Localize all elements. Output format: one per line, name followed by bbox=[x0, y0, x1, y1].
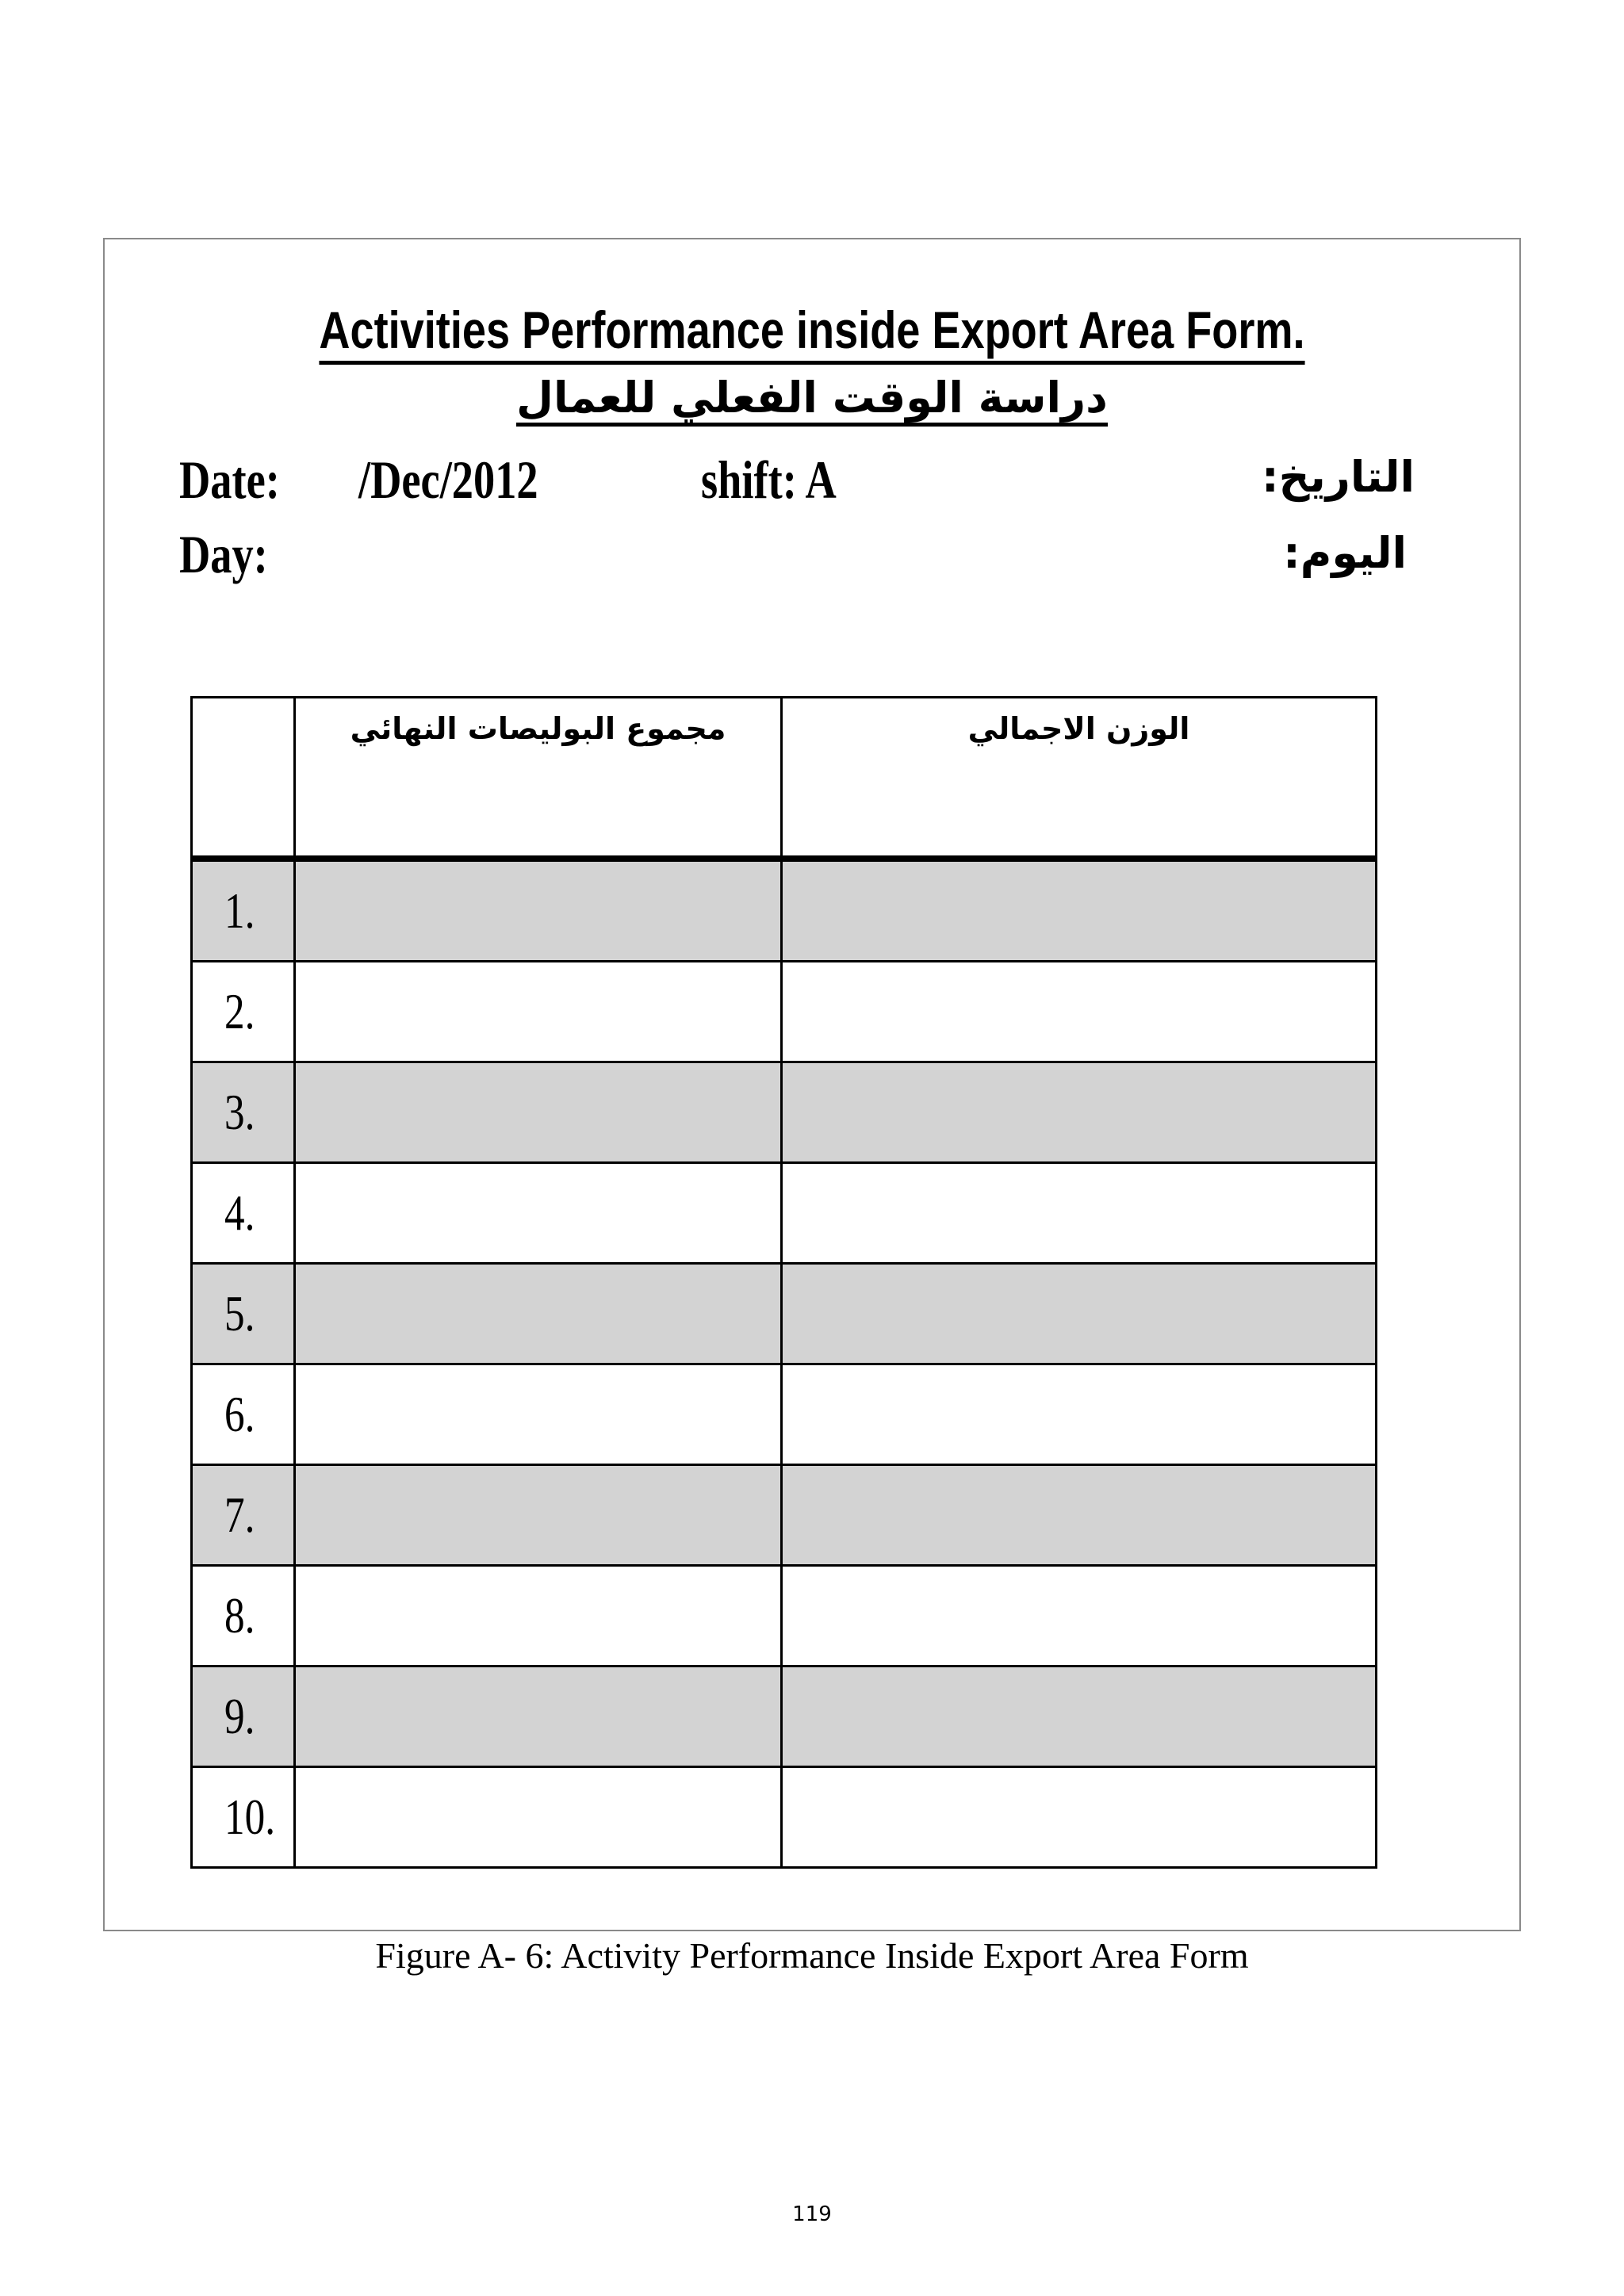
total-bills-cell[interactable] bbox=[295, 1364, 782, 1465]
total-weight-cell[interactable] bbox=[782, 1062, 1377, 1163]
page-number: 119 bbox=[792, 2202, 832, 2226]
table-row bbox=[192, 1465, 1377, 1566]
row-number: 6. bbox=[192, 1364, 295, 1465]
total-weight-cell[interactable] bbox=[782, 1264, 1377, 1364]
table-row bbox=[192, 1767, 1377, 1868]
total-bills-cell[interactable] bbox=[295, 1566, 782, 1667]
day-label-arabic: اليوم: bbox=[1283, 528, 1407, 578]
form-title bbox=[146, 300, 1477, 360]
table-row bbox=[192, 1062, 1377, 1163]
row-number: 7. bbox=[192, 1465, 295, 1566]
header-total-weight: الوزن الاجمالي bbox=[782, 698, 1377, 859]
total-weight-cell[interactable] bbox=[782, 1566, 1377, 1667]
table-row bbox=[192, 1566, 1377, 1667]
table-row bbox=[192, 1163, 1377, 1264]
table-row bbox=[192, 1264, 1377, 1364]
header-total-bills: مجموع البوليصات النهائي bbox=[295, 698, 782, 859]
total-bills-cell[interactable] bbox=[295, 1163, 782, 1264]
table-row bbox=[192, 962, 1377, 1062]
form-title-text: Activities Performance inside Export Area Form. bbox=[319, 300, 1304, 365]
total-weight-cell[interactable] bbox=[782, 1465, 1377, 1566]
total-bills-cell[interactable] bbox=[295, 859, 782, 962]
figure-caption: Figure A- 6: Activity Performance Inside Export Area Form bbox=[375, 1935, 1249, 1976]
total-weight-cell[interactable] bbox=[782, 1767, 1377, 1868]
total-weight-cell[interactable] bbox=[782, 962, 1377, 1062]
total-weight-cell[interactable] bbox=[782, 859, 1377, 962]
table-row bbox=[192, 859, 1377, 962]
total-bills-cell[interactable] bbox=[295, 962, 782, 1062]
total-bills-cell[interactable] bbox=[295, 1062, 782, 1163]
header-number-column bbox=[192, 698, 295, 859]
shift-label: shift: A bbox=[701, 450, 837, 510]
row-number: 3. bbox=[192, 1062, 295, 1163]
total-bills-cell[interactable] bbox=[295, 1465, 782, 1566]
date-value: /Dec/2012 bbox=[358, 450, 538, 510]
date-label: Date: bbox=[179, 450, 280, 510]
table-header-row bbox=[192, 698, 1377, 859]
row-number: 4. bbox=[192, 1163, 295, 1264]
total-weight-cell[interactable] bbox=[782, 1667, 1377, 1767]
row-number: 9. bbox=[192, 1667, 295, 1767]
day-label: Day: bbox=[179, 524, 268, 584]
total-bills-cell[interactable] bbox=[295, 1767, 782, 1868]
row-number: 10. bbox=[192, 1767, 295, 1868]
date-label-arabic: التاريخ: bbox=[1262, 452, 1415, 502]
row-number: 8. bbox=[192, 1566, 295, 1667]
total-bills-cell[interactable] bbox=[295, 1264, 782, 1364]
table-row bbox=[192, 1364, 1377, 1465]
form-subtitle-arabic bbox=[0, 373, 1624, 423]
table-row bbox=[192, 1667, 1377, 1767]
row-number: 2. bbox=[192, 962, 295, 1062]
total-weight-cell[interactable] bbox=[782, 1364, 1377, 1465]
form-subtitle-text: دراسة الوقت الفعلي للعمال bbox=[516, 373, 1108, 427]
row-number: 1. bbox=[192, 859, 295, 962]
activity-table bbox=[190, 696, 1377, 1869]
row-number: 5. bbox=[192, 1264, 295, 1364]
total-weight-cell[interactable] bbox=[782, 1163, 1377, 1264]
total-bills-cell[interactable] bbox=[295, 1667, 782, 1767]
